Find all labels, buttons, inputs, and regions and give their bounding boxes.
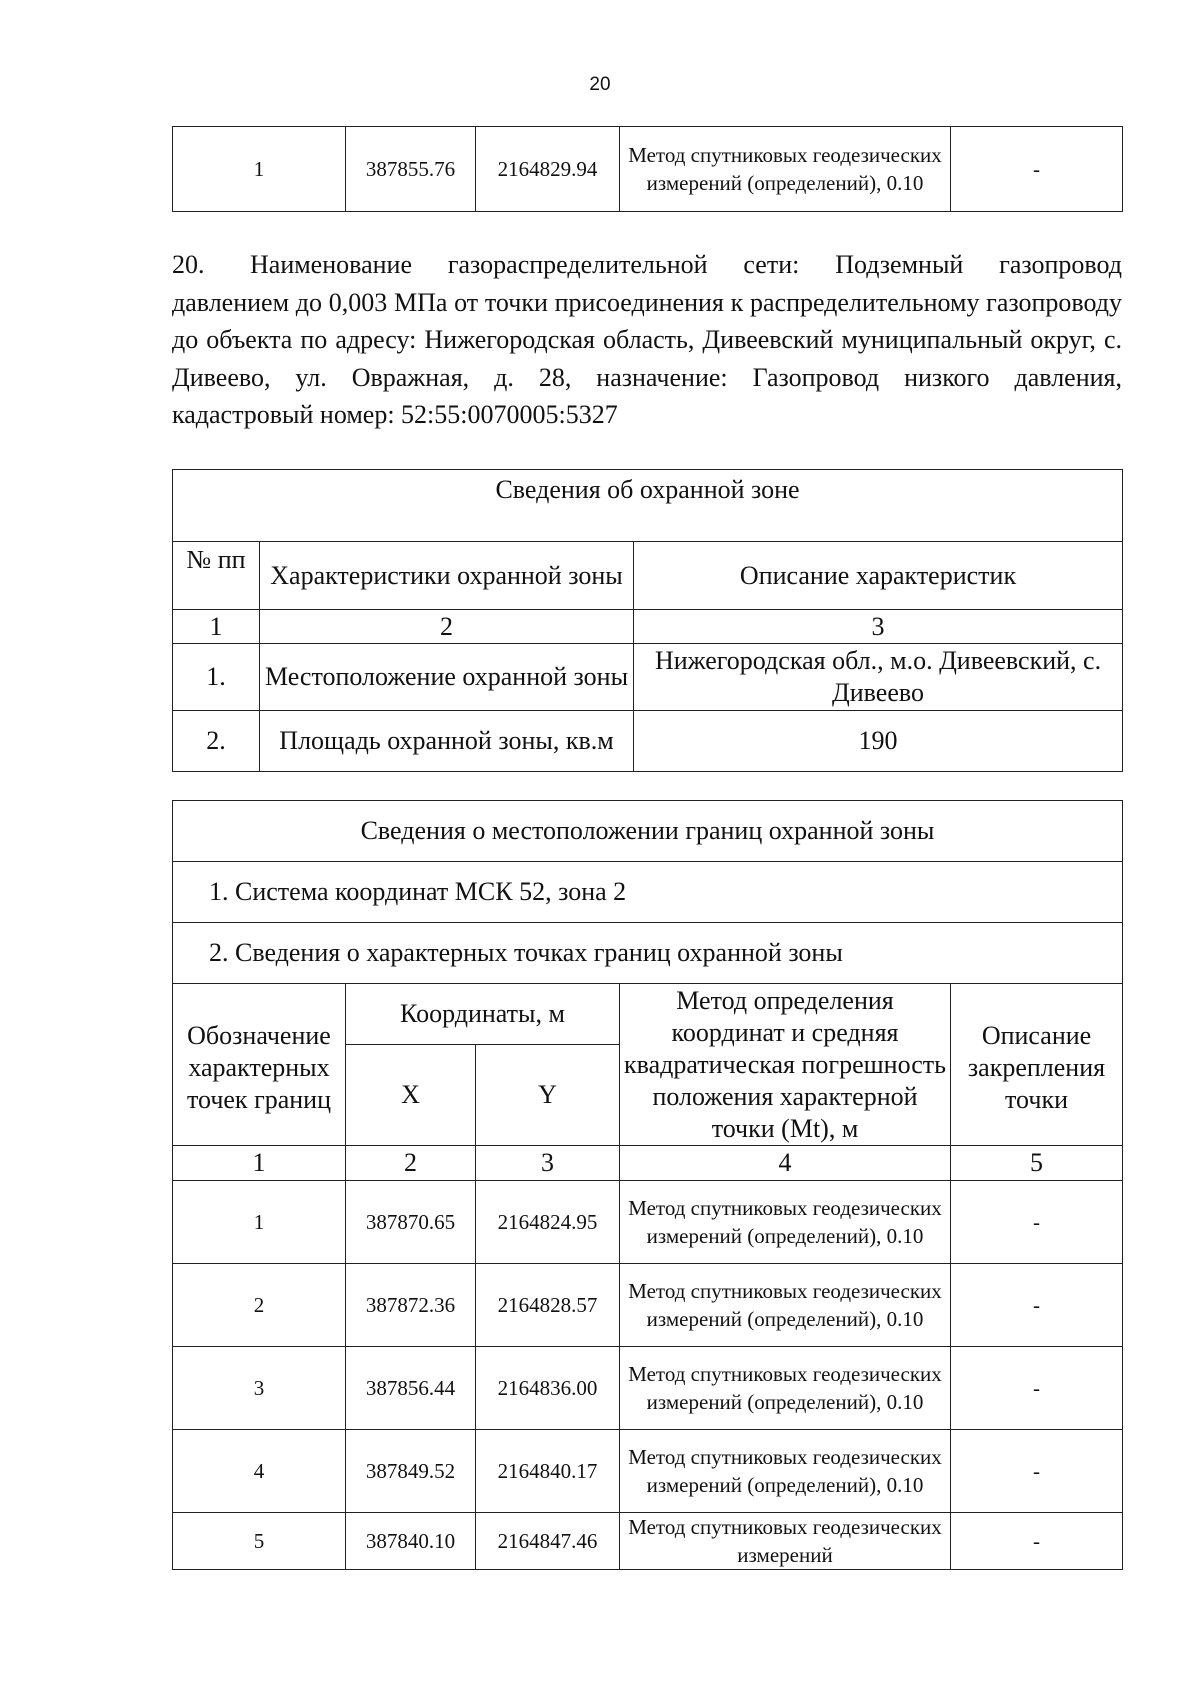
table-row xyxy=(173,644,1123,711)
description-cell: 190 xyxy=(634,711,1123,772)
top-coordinates-table xyxy=(172,126,1123,212)
table-row xyxy=(173,127,1123,212)
coord-x: 387872.36 xyxy=(346,1264,476,1347)
coord-y: 2164824.95 xyxy=(476,1181,620,1264)
section-text: Наименование газораспределительной сети: Подземный газопровод давлением до 0,003 МПа от точки присоединения к распределительному газопроводу до объекта по адресу: Нижегородская область, Дивеевский муниципальный округ, с. Дивеево, ул. Овражная, д. 28, назначение: Газопровод низкого давления, кадастровый номер: 52:55:0070005:5327 xyxy=(172,250,1122,429)
header-y: Y xyxy=(476,1045,620,1146)
fixing-description: - xyxy=(951,1513,1123,1570)
column-numbers-row xyxy=(173,1146,1123,1181)
table-title-row xyxy=(173,801,1123,862)
point-number: 4 xyxy=(173,1430,346,1513)
col-number: 3 xyxy=(476,1146,620,1181)
point-number: 1 xyxy=(173,1181,346,1264)
zone-info-table xyxy=(172,469,1123,772)
coord-y: 2164829.94 xyxy=(476,127,620,212)
col-number: 3 xyxy=(634,610,1123,644)
point-number: 3 xyxy=(173,1347,346,1430)
header-number: № пп xyxy=(173,542,260,610)
coord-x: 387870.65 xyxy=(346,1181,476,1264)
points-title-row xyxy=(173,923,1123,984)
characteristic-cell: Площадь охранной зоны, кв.м xyxy=(260,711,634,772)
coord-y: 2164840.17 xyxy=(476,1430,620,1513)
coord-x: 387855.76 xyxy=(346,127,476,212)
method-cell: Метод спутниковых геодезических измерений (определений), 0.10 xyxy=(620,1264,951,1347)
fixing-description: - xyxy=(951,127,1123,212)
page-number: 20 xyxy=(589,74,611,95)
coord-y: 2164836.00 xyxy=(476,1347,620,1430)
fixing-description: - xyxy=(951,1181,1123,1264)
col-number: 1 xyxy=(173,610,260,644)
method-cell: Метод спутниковых геодезических измерений (определений), 0.10 xyxy=(620,1181,951,1264)
col-number: 4 xyxy=(620,1146,951,1181)
coord-system: 1. Система координат МСК 52, зона 2 xyxy=(173,862,1123,923)
header-coordinates: Координаты, м xyxy=(346,984,620,1045)
section-paragraph xyxy=(172,246,1122,434)
point-number: 1 xyxy=(173,127,346,212)
table-title-row xyxy=(173,470,1123,542)
method-cell: Метод спутниковых геодезических измерений (определений), 0.10 xyxy=(620,1430,951,1513)
table-row xyxy=(173,1181,1123,1264)
coord-x: 387849.52 xyxy=(346,1430,476,1513)
coord-y: 2164847.46 xyxy=(476,1513,620,1570)
points-title: 2. Сведения о характерных точках границ охранной зоны xyxy=(173,923,1123,984)
coord-x: 387840.10 xyxy=(346,1513,476,1570)
method-cell: Метод спутниковых геодезических измерений (определений), 0.10 xyxy=(620,1347,951,1430)
header-characteristic: Характеристики охранной зоны xyxy=(260,542,634,610)
point-number: 2 xyxy=(173,1264,346,1347)
col-number: 5 xyxy=(951,1146,1123,1181)
header-description: Описание характеристик xyxy=(634,542,1123,610)
table-header-row xyxy=(173,984,1123,1045)
description-cell: Нижегородская обл., м.о. Дивеевский, с. Дивеево xyxy=(634,644,1123,711)
col-number: 2 xyxy=(260,610,634,644)
section-number: 20. xyxy=(172,250,205,279)
point-number: 5 xyxy=(173,1513,346,1570)
header-x: X xyxy=(346,1045,476,1146)
row-number: 1. xyxy=(173,644,260,711)
method-cell: Метод спутниковых геодезических измерений (определений), 0.10 xyxy=(620,127,951,212)
characteristic-cell: Местоположение охранной зоны xyxy=(260,644,634,711)
zone-info-title: Сведения об охранной зоне xyxy=(173,470,1123,542)
row-number: 2. xyxy=(173,711,260,772)
table-row xyxy=(173,1264,1123,1347)
header-fixing-description: Описание закрепления точки xyxy=(951,984,1123,1146)
coord-x: 387856.44 xyxy=(346,1347,476,1430)
header-method: Метод определения координат и средняя квадратическая погрешность положения характерной точки (Mt), м xyxy=(620,984,951,1146)
table-row xyxy=(173,1430,1123,1513)
fixing-description: - xyxy=(951,1347,1123,1430)
table-header-row xyxy=(173,542,1123,610)
fixing-description: - xyxy=(951,1264,1123,1347)
col-number: 1 xyxy=(173,1146,346,1181)
header-designation: Обозначение характерных точек границ xyxy=(173,984,346,1146)
col-number: 2 xyxy=(346,1146,476,1181)
bounds-table xyxy=(172,800,1123,1570)
table-row xyxy=(173,1347,1123,1430)
coord-system-row xyxy=(173,862,1123,923)
coord-y: 2164828.57 xyxy=(476,1264,620,1347)
method-cell: Метод спутниковых геодезических измерений xyxy=(620,1513,951,1570)
fixing-description: - xyxy=(951,1430,1123,1513)
column-numbers-row xyxy=(173,610,1123,644)
table-row xyxy=(173,711,1123,772)
table-row xyxy=(173,1513,1123,1570)
bounds-title: Сведения о местоположении границ охранной зоны xyxy=(173,801,1123,862)
